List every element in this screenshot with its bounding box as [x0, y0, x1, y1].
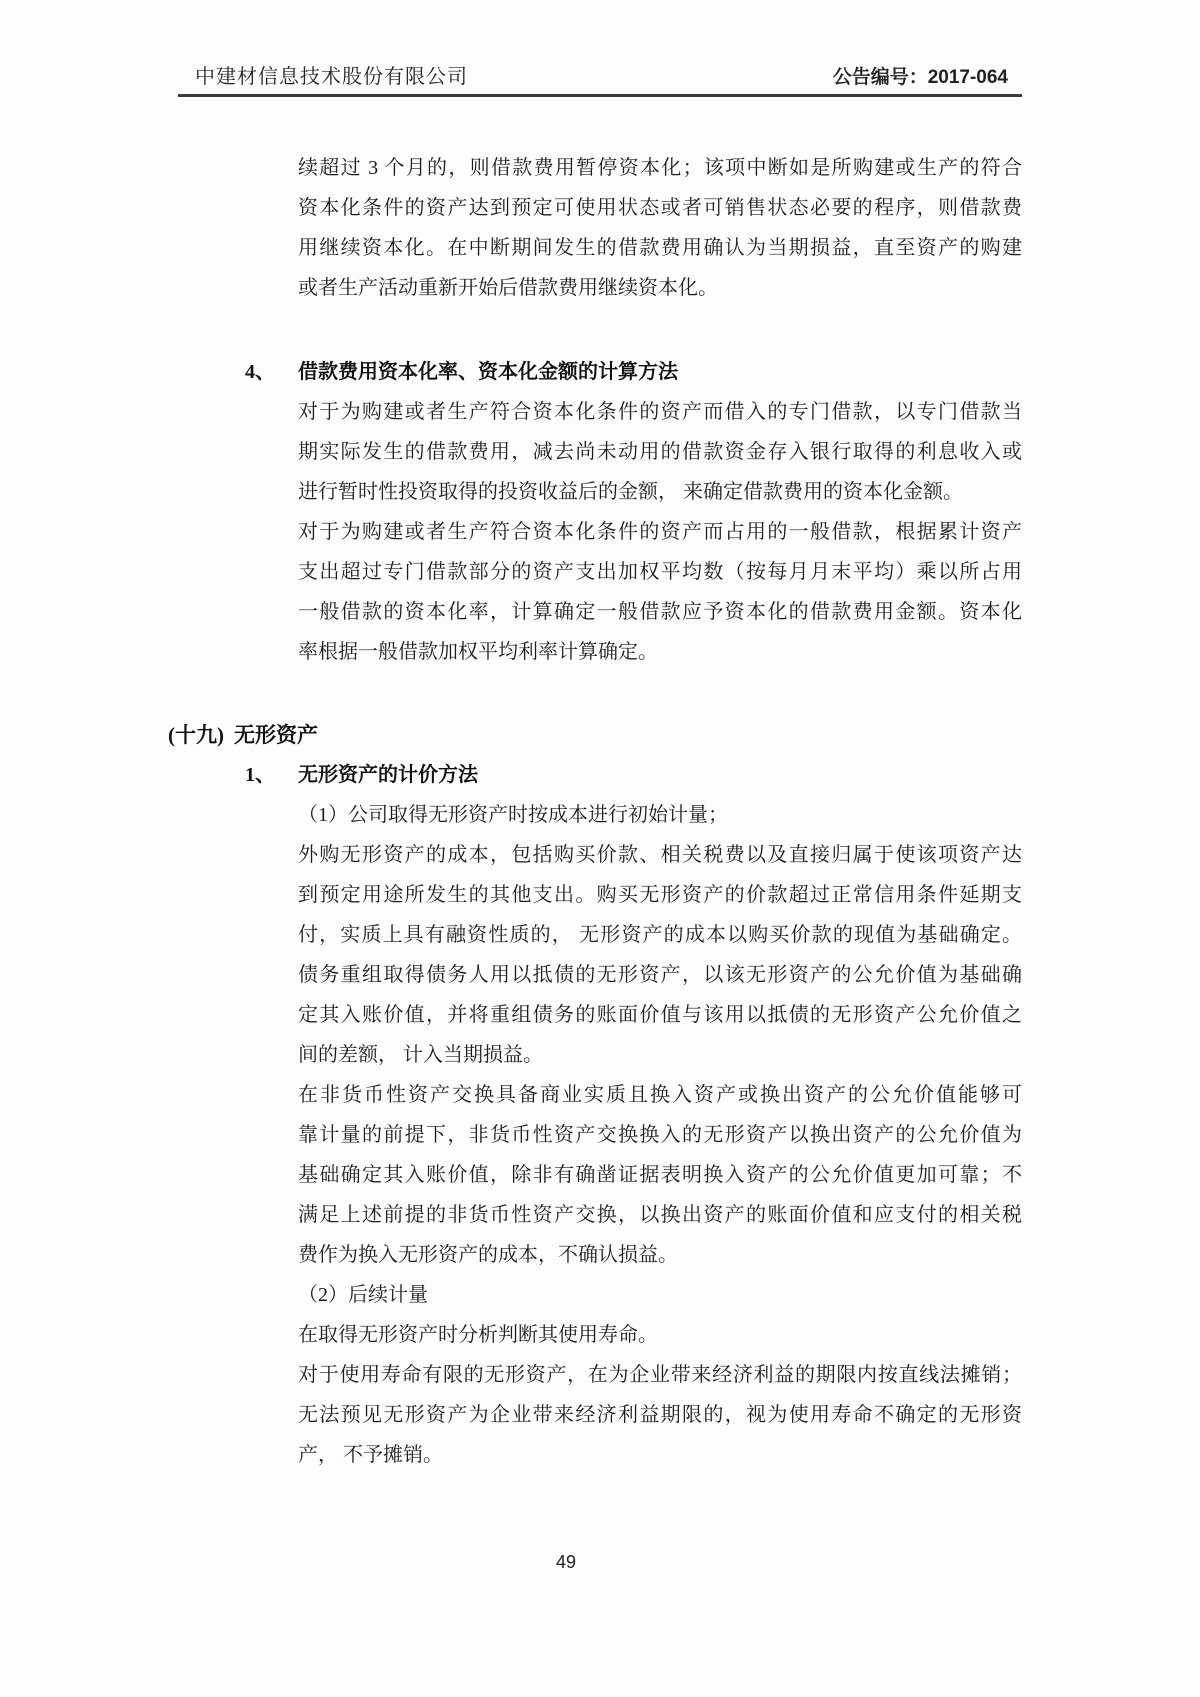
section-heading-intangible-assets	[168, 715, 1022, 755]
text-line: 进行暂时性投资取得的投资收益后的金额， 来确定借款费用的资本化金额。	[298, 481, 963, 503]
heading-number: 4、	[245, 361, 275, 383]
paragraph-general-borrowing	[168, 512, 1022, 672]
heading-title: 无形资产的计价方法	[298, 764, 478, 786]
text-line: 费作为换入无形资产的成本，不确认损益。	[298, 1244, 678, 1266]
heading-number: 1、	[245, 764, 275, 786]
text-line: 支出超过专门借款部分的资产支出加权平均数（按每月月末平均）乘以所占用	[298, 561, 1022, 583]
text-line: 资本化条件的资产达到预定可使用状态或者可销售状态必要的程序，则借款费	[298, 197, 1022, 219]
paragraph-borrowing-continuation	[168, 148, 1022, 308]
text-line: 对于为购建或者生产符合资本化条件的资产而占用的一般借款，根据累计资产	[298, 521, 1022, 543]
text-line: 产， 不予摊销。	[298, 1444, 443, 1466]
announcement-value: 2017-064	[927, 67, 1008, 88]
paragraph-subsequent-label	[168, 1275, 1022, 1315]
text-line: 外购无形资产的成本，包括购买价款、相关税费以及直接归属于使该项资产达	[298, 844, 1022, 866]
text-line: 在取得无形资产时分析判断其使用寿命。	[298, 1324, 658, 1346]
paragraph-useful-life	[168, 1315, 1022, 1355]
text-line: 用继续资本化。在中断期间发生的借款费用确认为当期损益，直至资产的购建	[298, 237, 1022, 259]
text-line: 或者生产活动重新开始后借款费用继续资本化。	[298, 277, 718, 299]
text-line: 对于为购建或者生产符合资本化条件的资产而借入的专门借款，以专门借款当	[298, 401, 1022, 423]
document-body	[168, 148, 1022, 1475]
company-name: 中建材信息技术股份有限公司	[195, 66, 468, 88]
text-line: 续超过 3 个月的，则借款费用暂停资本化；该项中断如是所购建或生产的符合	[298, 157, 1022, 179]
announcement-label: 公告编号：	[832, 67, 928, 88]
text-line: 付，实质上具有融资性质的， 无形资产的成本以购买价款的现值为基础确定。	[298, 924, 1022, 946]
text-line: 靠计量的前提下，非货币性资产交换换入的无形资产以换出资产的公允价值为	[298, 1124, 1022, 1146]
page-header	[178, 60, 1022, 89]
paragraph-purchased-cost	[168, 835, 1022, 1075]
section-number: (十九)	[168, 723, 224, 747]
heading-title: 借款费用资本化率、资本化金额的计算方法	[298, 361, 678, 383]
text-line: 率根据一般借款加权平均利率计算确定。	[298, 641, 658, 663]
text-line: 期实际发生的借款费用，减去尚未动用的借款资金存入银行取得的利息收入或	[298, 441, 1022, 463]
page-number: 49	[555, 1552, 577, 1572]
header-divider	[178, 94, 1022, 97]
text-line: 满足上述前提的非货币性资产交换，以换出资产的账面价值和应支付的相关税	[298, 1204, 1022, 1226]
text-line: 定其入账价值，并将重组债务的账面价值与该用以抵债的无形资产公允价值之	[298, 1004, 1022, 1026]
section-title: 无形资产	[234, 723, 318, 747]
text-line: 债务重组取得债务人用以抵债的无形资产，以该无形资产的公允价值为基础确	[298, 964, 1022, 986]
text-line: （2）后续计量	[298, 1284, 428, 1306]
heading-valuation-method	[168, 755, 1022, 795]
text-line: 到预定用途所发生的其他支出。购买无形资产的价款超过正常信用条件延期支	[298, 884, 1022, 906]
text-line: 无法预见无形资产为企业带来经济利益期限的，视为使用寿命不确定的无形资	[298, 1404, 1022, 1426]
text-line: 对于使用寿命有限的无形资产，在为企业带来经济利益的期限内按直线法摊销；	[298, 1364, 1022, 1386]
paragraph-amortization	[168, 1355, 1022, 1475]
text-line: 在非货币性资产交换具备商业实质且换入资产或换出资产的公允价值能够可	[298, 1084, 1022, 1106]
paragraph-special-borrowing	[168, 392, 1022, 512]
heading-capitalization-method	[168, 352, 1022, 392]
text-line: 基础确定其入账价值，除非有确凿证据表明换入资产的公允价值更加可靠；不	[298, 1164, 1022, 1186]
paragraph-initial-measurement	[168, 795, 1022, 835]
paragraph-nonmonetary-exchange	[168, 1075, 1022, 1275]
text-line: 一般借款的资本化率，计算确定一般借款应予资本化的借款费用金额。资本化	[298, 601, 1022, 623]
text-line: （1）公司取得无形资产时按成本进行初始计量；	[298, 804, 728, 826]
text-line: 间的差额， 计入当期损益。	[298, 1044, 543, 1066]
announcement-number	[833, 62, 1022, 89]
